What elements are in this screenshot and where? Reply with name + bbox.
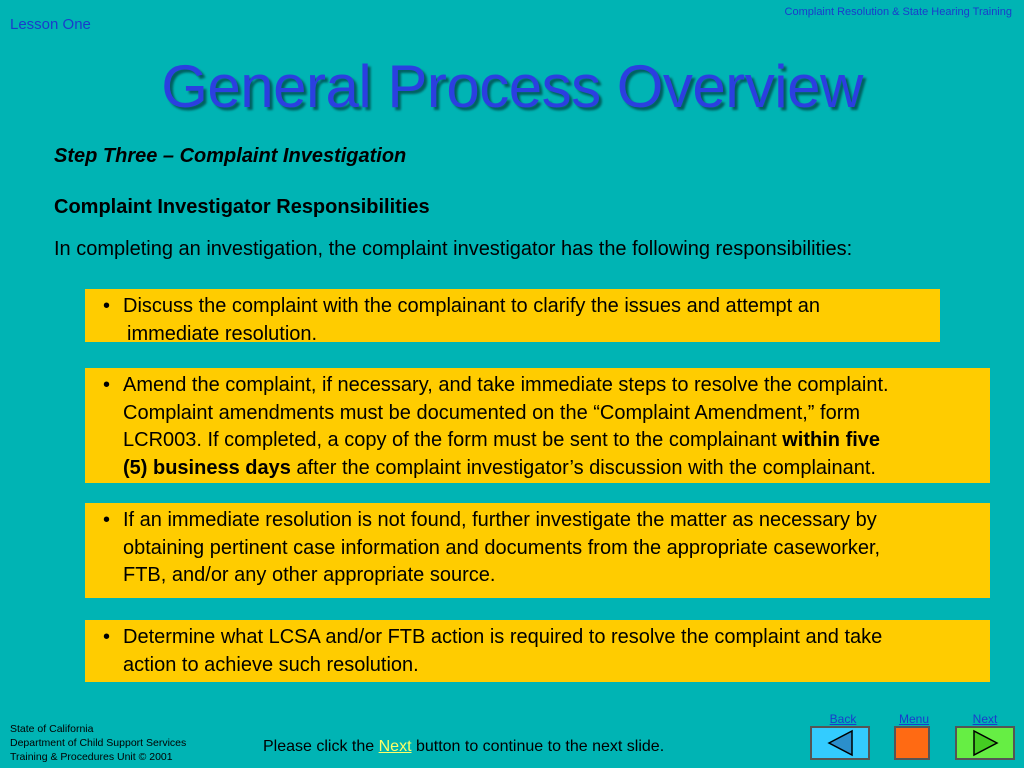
bullet-text: obtaining pertinent case information and documents from the appropriate caseworker, — [123, 536, 881, 559]
instruction-text — [263, 738, 664, 756]
intro-text: In completing an investigation, the complaint investigator has the following responsibilities: — [54, 238, 853, 260]
instruction-part: button to continue to the next slide. — [411, 738, 665, 755]
course-title: Complaint Resolution & State Hearing Training — [784, 6, 1012, 18]
step-heading: Step Three – Complaint Investigation — [54, 145, 407, 167]
bullet-text: immediate resolution. — [127, 322, 318, 345]
bullet-text: action to achieve such resolution. — [123, 653, 419, 676]
bullet-text: Determine what LCSA and/or FTB action is required to resolve the complaint and take — [123, 626, 883, 648]
responsibility-box-1 — [85, 289, 940, 345]
instruction-part: Please click the — [263, 738, 379, 755]
bullet: • — [103, 295, 111, 317]
back-button[interactable] — [810, 726, 870, 760]
menu-button[interactable] — [894, 726, 930, 760]
deadline-emphasis: within five — [782, 429, 881, 451]
section-heading: Complaint Investigator Responsibilities — [54, 196, 430, 218]
bullet-text: If an immediate resolution is not found, further investigate the matter as necessary by — [123, 509, 877, 531]
bullet: • — [103, 374, 111, 396]
lesson-label: Lesson One — [10, 16, 91, 33]
next-button[interactable] — [955, 726, 1015, 760]
bullet-text: Discuss the complaint with the complainant to clarify the issues and attempt an — [123, 295, 821, 317]
org-line: Department of Child Support Services — [10, 737, 187, 749]
responsibility-box-3 — [85, 503, 990, 598]
responsibility-box-2 — [85, 368, 990, 483]
bullet: • — [103, 509, 111, 531]
next-link[interactable]: Next — [378, 738, 412, 755]
bullet-text: LCR003. If completed, a copy of the form must be sent to the complainant — [123, 429, 783, 451]
next-arrow-icon — [957, 728, 1013, 758]
organization-credit — [10, 722, 186, 764]
org-line: Training & Procedures Unit © 2001 — [10, 751, 173, 763]
bullet-text: after the complaint investigator’s discussion with the complainant. — [290, 456, 876, 479]
back-label[interactable]: Back — [829, 712, 857, 726]
next-label[interactable]: Next — [972, 712, 998, 726]
back-arrow-icon — [812, 728, 868, 758]
bullet-text: Complaint amendments must be documented on the “Complaint Amendment,” form — [123, 401, 861, 424]
responsibility-box-4 — [85, 620, 990, 682]
bullet: • — [103, 626, 111, 648]
menu-label[interactable]: Menu — [898, 712, 930, 726]
bullet-text: FTB, and/or any other appropriate source. — [123, 564, 496, 586]
bullet-text: Amend the complaint, if necessary, and take immediate steps to resolve the complaint. — [123, 374, 889, 396]
deadline-emphasis: (5) business days — [123, 456, 291, 479]
page-title: General Process Overview — [161, 53, 863, 120]
org-line: State of California — [10, 723, 94, 735]
